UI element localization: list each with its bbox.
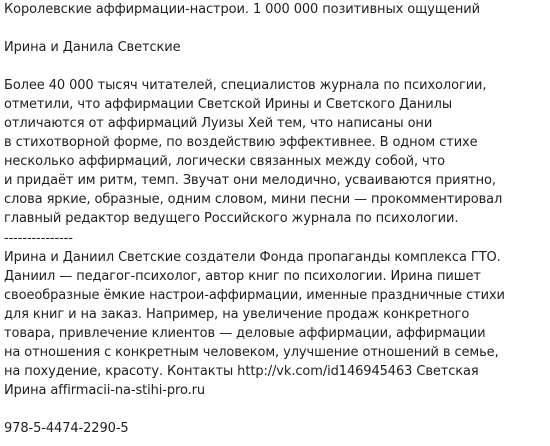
- book-title: Королевские аффирмации-настрои. 1 000 000 позитивных ощущений: [4, 2, 480, 17]
- paragraph-line: слова яркие, образные, одним словом, мини песни — прокомментировал: [4, 192, 503, 207]
- paragraph-line: Более 40 000 тысяч читателей, специалистов журнала по психологии,: [4, 78, 487, 93]
- paragraph-line: своеобразные ёмкие настрои-аффирмации, именные праздничные стихи: [4, 288, 505, 303]
- paragraph-line: в стихотворной форме, по воздействию эффективнее. В одном стихе: [4, 135, 478, 150]
- paragraph-line: на отношения с конкретным человеком, улучшение отношений в семье,: [4, 345, 499, 360]
- paragraph-line: главный редактор ведущего Российского журнала по психологии.: [4, 211, 459, 226]
- paragraph-line: и придаёт им ритм, темп. Звучат они мелодично, усваиваются приятно,: [4, 173, 496, 188]
- separator-line: ---------------: [4, 231, 73, 246]
- paragraph-line: Ирина и Даниил Светские создатели Фонда пропаганды комплекса ГТО.: [4, 250, 501, 265]
- paragraph-line: отличаются от аффирмаций Луизы Хей тем, что написаны они: [4, 116, 433, 131]
- paragraph-line: Ирина affirmacii-na-stihi-pro.ru: [4, 383, 206, 398]
- paragraph-line: отметили, что аффирмации Светской Ирины и Светского Данилы: [4, 97, 453, 112]
- paragraph-line: на похудение, красоту. Контакты http://vk.com/id146945463 Светская: [4, 364, 479, 379]
- paragraph-line: товара, привлечение клиентов — деловые аффирмации, аффирмации: [4, 326, 486, 341]
- paragraph-line: Даниил — педагог-психолог, автор книг по психологии. Ирина пишет: [4, 269, 481, 284]
- paragraph-line: несколько аффирмаций, логически связанных между собой, что: [4, 154, 445, 169]
- book-authors: Ирина и Данила Светские: [4, 40, 181, 55]
- isbn: 978-5-4474-2290-5: [4, 421, 129, 436]
- paragraph-line: для книг и на заказ. Например, на увеличение продаж конкретного: [4, 307, 470, 322]
